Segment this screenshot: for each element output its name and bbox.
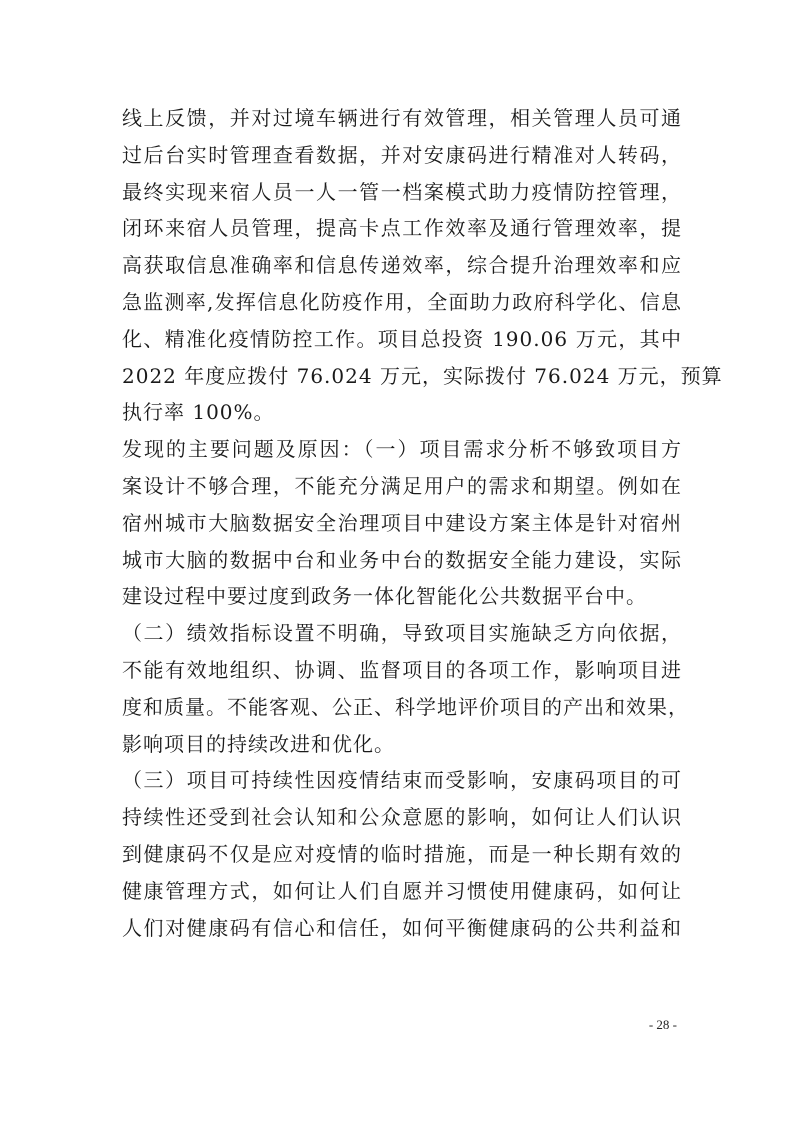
text-line: 人们对健康码有信心和信任，如何平衡健康码的公共利益和 <box>122 915 682 940</box>
text-line: 案设计不够合理，不能充分满足用户的需求和期望。例如在 <box>122 473 682 498</box>
text-line: 不能有效地组织、协调、监督项目的各项工作，影响项目进 <box>122 657 682 682</box>
text-line: 高获取信息准确率和信息传递效率，综合提升治理效率和应 <box>122 253 682 278</box>
text-line: （二）绩效指标设置不明确，导致项目实施缺乏方向依据， <box>122 621 682 646</box>
text-line: 度和质量。不能客观、公正、科学地评价项目的产出和效果， <box>122 694 689 719</box>
text-line: 闭环来宿人员管理，提高卡点工作效率及通行管理效率，提 <box>122 216 682 241</box>
text-line: 建设过程中要过度到政务一体化智能化公共数据平台中。 <box>122 584 647 609</box>
text-line: 到健康码不仅是应对疫情的临时措施，而是一种长期有效的 <box>122 841 682 866</box>
text-line: 过后台实时管理查看数据，并对安康码进行精准对人转码， <box>122 142 682 167</box>
text-line: 持续性还受到社会认知和公众意愿的影响，如何让人们认识 <box>122 805 682 830</box>
text-line: 健康管理方式，如何让人们自愿并习惯使用健康码，如何让 <box>122 878 682 903</box>
text-line: 2022 年度应拨付 76.024 万元，实际拨付 76.024 万元，预算 <box>122 363 723 388</box>
text-line: 最终实现来宿人员一人一管一档案模式助力疫情防控管理， <box>122 179 682 204</box>
text-line: 影响项目的持续改进和优化。 <box>122 731 395 756</box>
text-line: 宿州城市大脑数据安全治理项目中建设方案主体是针对宿州 <box>122 510 682 535</box>
text-line: 线上反馈，并对过境车辆进行有效管理，相关管理人员可通 <box>122 106 682 130</box>
body-text <box>122 100 723 946</box>
text-line: 执行率 100%。 <box>122 400 275 425</box>
text-line: 城市大脑的数据中台和业务中台的数据安全能力建设，实际 <box>122 547 682 572</box>
text-line: 发现的主要问题及原因：（一）项目需求分析不够致项目方 <box>122 437 682 462</box>
text-line: 急监测率,发挥信息化防疫作用，全面助力政府科学化、信息 <box>122 289 682 314</box>
text-line: （三）项目可持续性因疫情结束而受影响，安康码项目的可 <box>122 768 682 793</box>
text-line: 化、精准化疫情防控工作。项目总投资 190.06 万元，其中 <box>122 326 682 351</box>
page-number: - 28 - <box>648 1017 677 1032</box>
